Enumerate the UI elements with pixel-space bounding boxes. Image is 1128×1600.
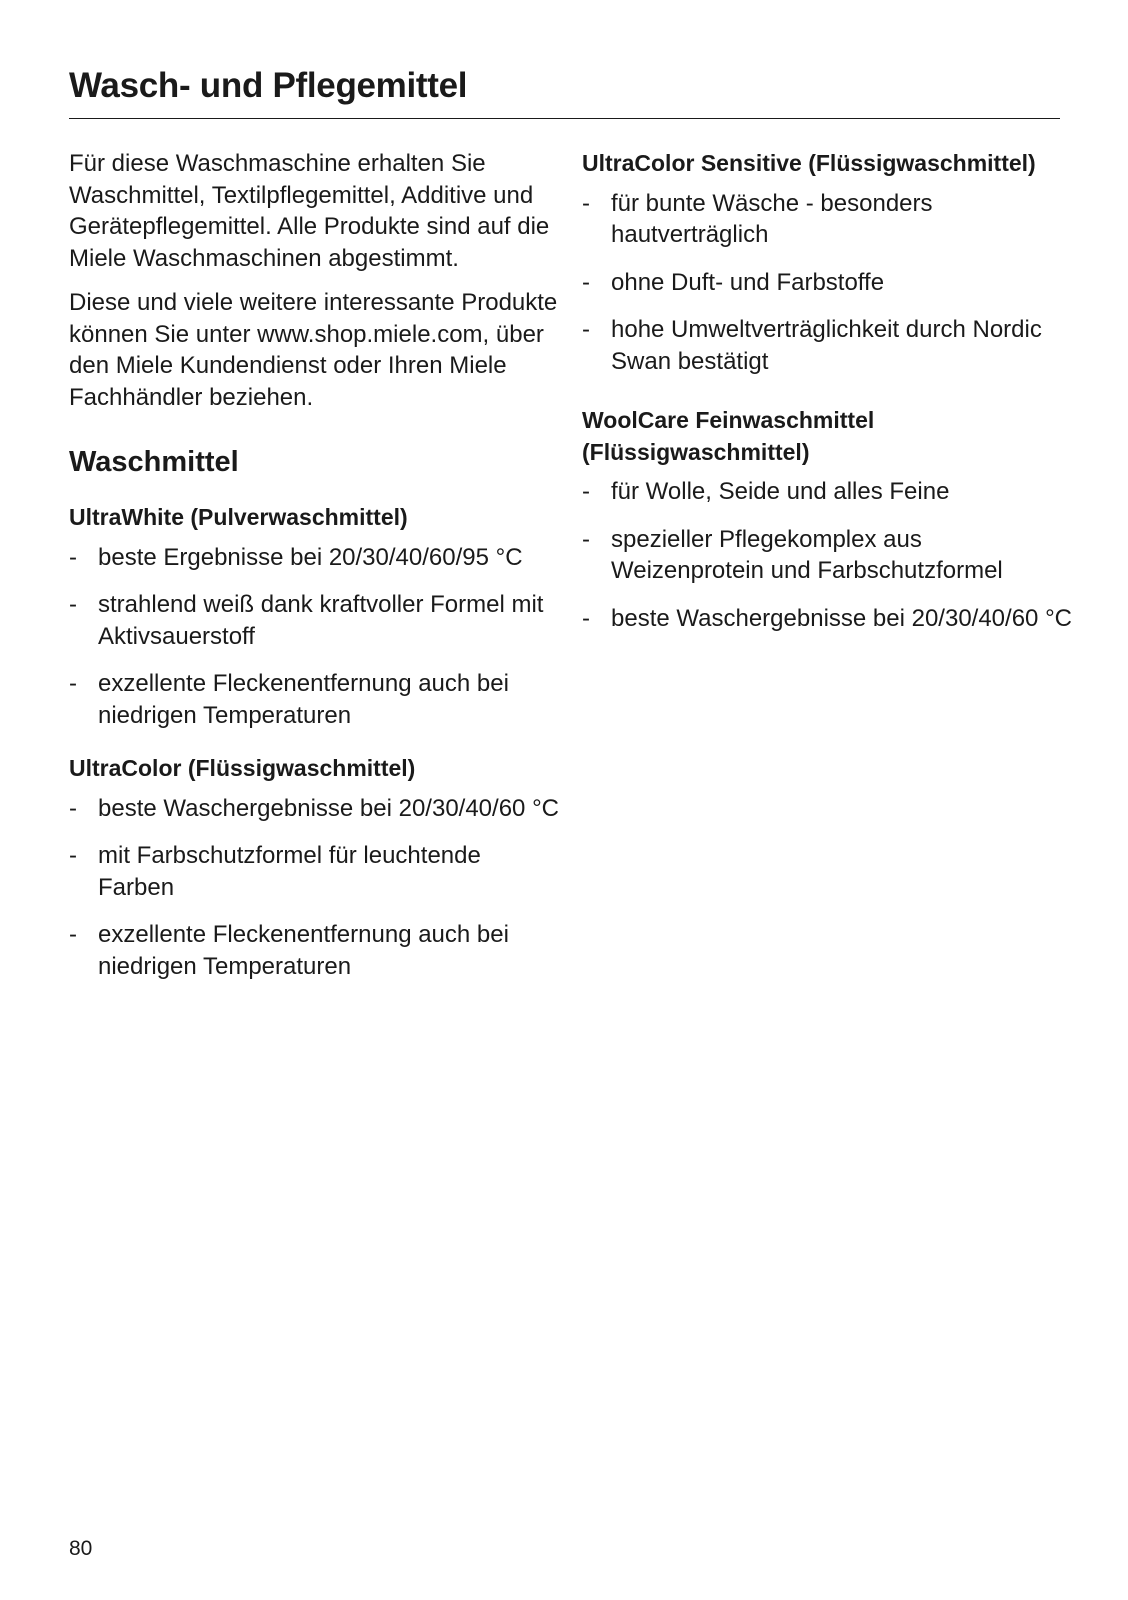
product-bullets-ultracolor xyxy=(69,793,559,983)
product-heading-woolcare: WoolCare Feinwaschmittel (Flüssigwaschmittel) xyxy=(582,407,875,465)
list-item xyxy=(582,267,1072,299)
product-heading-ultrawhite: UltraWhite (Pulverwaschmittel) xyxy=(69,504,408,530)
page-number: 80 xyxy=(69,1537,93,1560)
list-item xyxy=(582,476,1072,508)
list-item-text: für Wolle, Seide und alles Feine xyxy=(611,478,950,505)
bullet-dash: - xyxy=(69,794,77,822)
list-item xyxy=(69,668,559,731)
product-bullets-ultracolor-sensitive xyxy=(582,188,1072,378)
bullet-dash: - xyxy=(582,604,590,632)
product-bullets-woolcare xyxy=(582,476,1072,634)
page-title: Wasch- und Pflegemittel xyxy=(69,66,468,105)
section-heading-waschmittel: Waschmittel xyxy=(69,446,239,478)
intro-paragraph: Für diese Waschmaschine erhalten Sie Waschmittel, Textilpflegemittel, Additive und Gerätepflegemittel. Alle Produkte sind auf die Miele Waschmaschinen abgestimmt. xyxy=(69,150,550,272)
list-item-text: beste Waschergebnisse bei 20/30/40/60 °C xyxy=(98,794,559,822)
bullet-dash: - xyxy=(582,268,590,296)
list-item-text: hohe Umweltverträglichkeit durch Nordic Swan bestätigt xyxy=(611,316,1042,375)
bullet-dash: - xyxy=(69,670,77,697)
list-item xyxy=(69,589,559,652)
intro-paragraph-shop: Diese und viele weitere interessante Produkte können Sie unter www.shop.miele.com, über den Miele Kundendienst oder Ihren Miele Fachhändler beziehen. xyxy=(69,289,558,411)
list-item xyxy=(582,524,1072,587)
list-item-text: für bunte Wäsche - besonders hautverträglich xyxy=(611,189,933,248)
list-item xyxy=(69,542,559,574)
bullet-dash: - xyxy=(69,591,77,618)
bullet-dash: - xyxy=(69,543,77,571)
list-item xyxy=(582,603,1072,635)
list-item-text: beste Waschergebnisse bei 20/30/40/60 °C xyxy=(611,604,1072,632)
left-column xyxy=(69,148,559,982)
bullet-dash: - xyxy=(582,478,590,505)
list-item xyxy=(69,793,559,825)
bullet-dash: - xyxy=(582,316,590,343)
title-divider xyxy=(69,118,1060,119)
list-item-text: beste Ergebnisse bei 20/30/40/60/95 °C xyxy=(98,543,523,571)
list-item-text: exzellente Fleckenentfernung auch bei niedrigen Temperaturen xyxy=(98,670,509,729)
list-item-text: spezieller Pflegekomplex aus Weizenprotein und Farbschutzformel xyxy=(611,525,1003,584)
list-item xyxy=(582,314,1072,377)
bullet-dash: - xyxy=(69,921,77,948)
bullet-dash: - xyxy=(582,189,590,217)
product-heading-ultracolor-sensitive: UltraColor Sensitive (Flüssigwaschmittel) xyxy=(582,150,1036,176)
list-item-text: strahlend weiß dank kraftvoller Formel mit Aktivsauerstoff xyxy=(98,591,544,650)
bullet-dash: - xyxy=(582,525,590,553)
list-item xyxy=(69,840,559,903)
bullet-dash: - xyxy=(69,842,77,869)
right-column xyxy=(582,148,1072,634)
product-bullets-ultrawhite xyxy=(69,542,559,732)
list-item xyxy=(69,919,559,982)
list-item-text: mit Farbschutzformel für leuchtende Farben xyxy=(98,842,481,901)
list-item-text: exzellente Fleckenentfernung auch bei niedrigen Temperaturen xyxy=(98,921,509,980)
list-item xyxy=(582,188,1072,251)
list-item-text: ohne Duft- und Farbstoffe xyxy=(611,268,885,296)
product-heading-ultracolor: UltraColor (Flüssigwaschmittel) xyxy=(69,755,416,781)
